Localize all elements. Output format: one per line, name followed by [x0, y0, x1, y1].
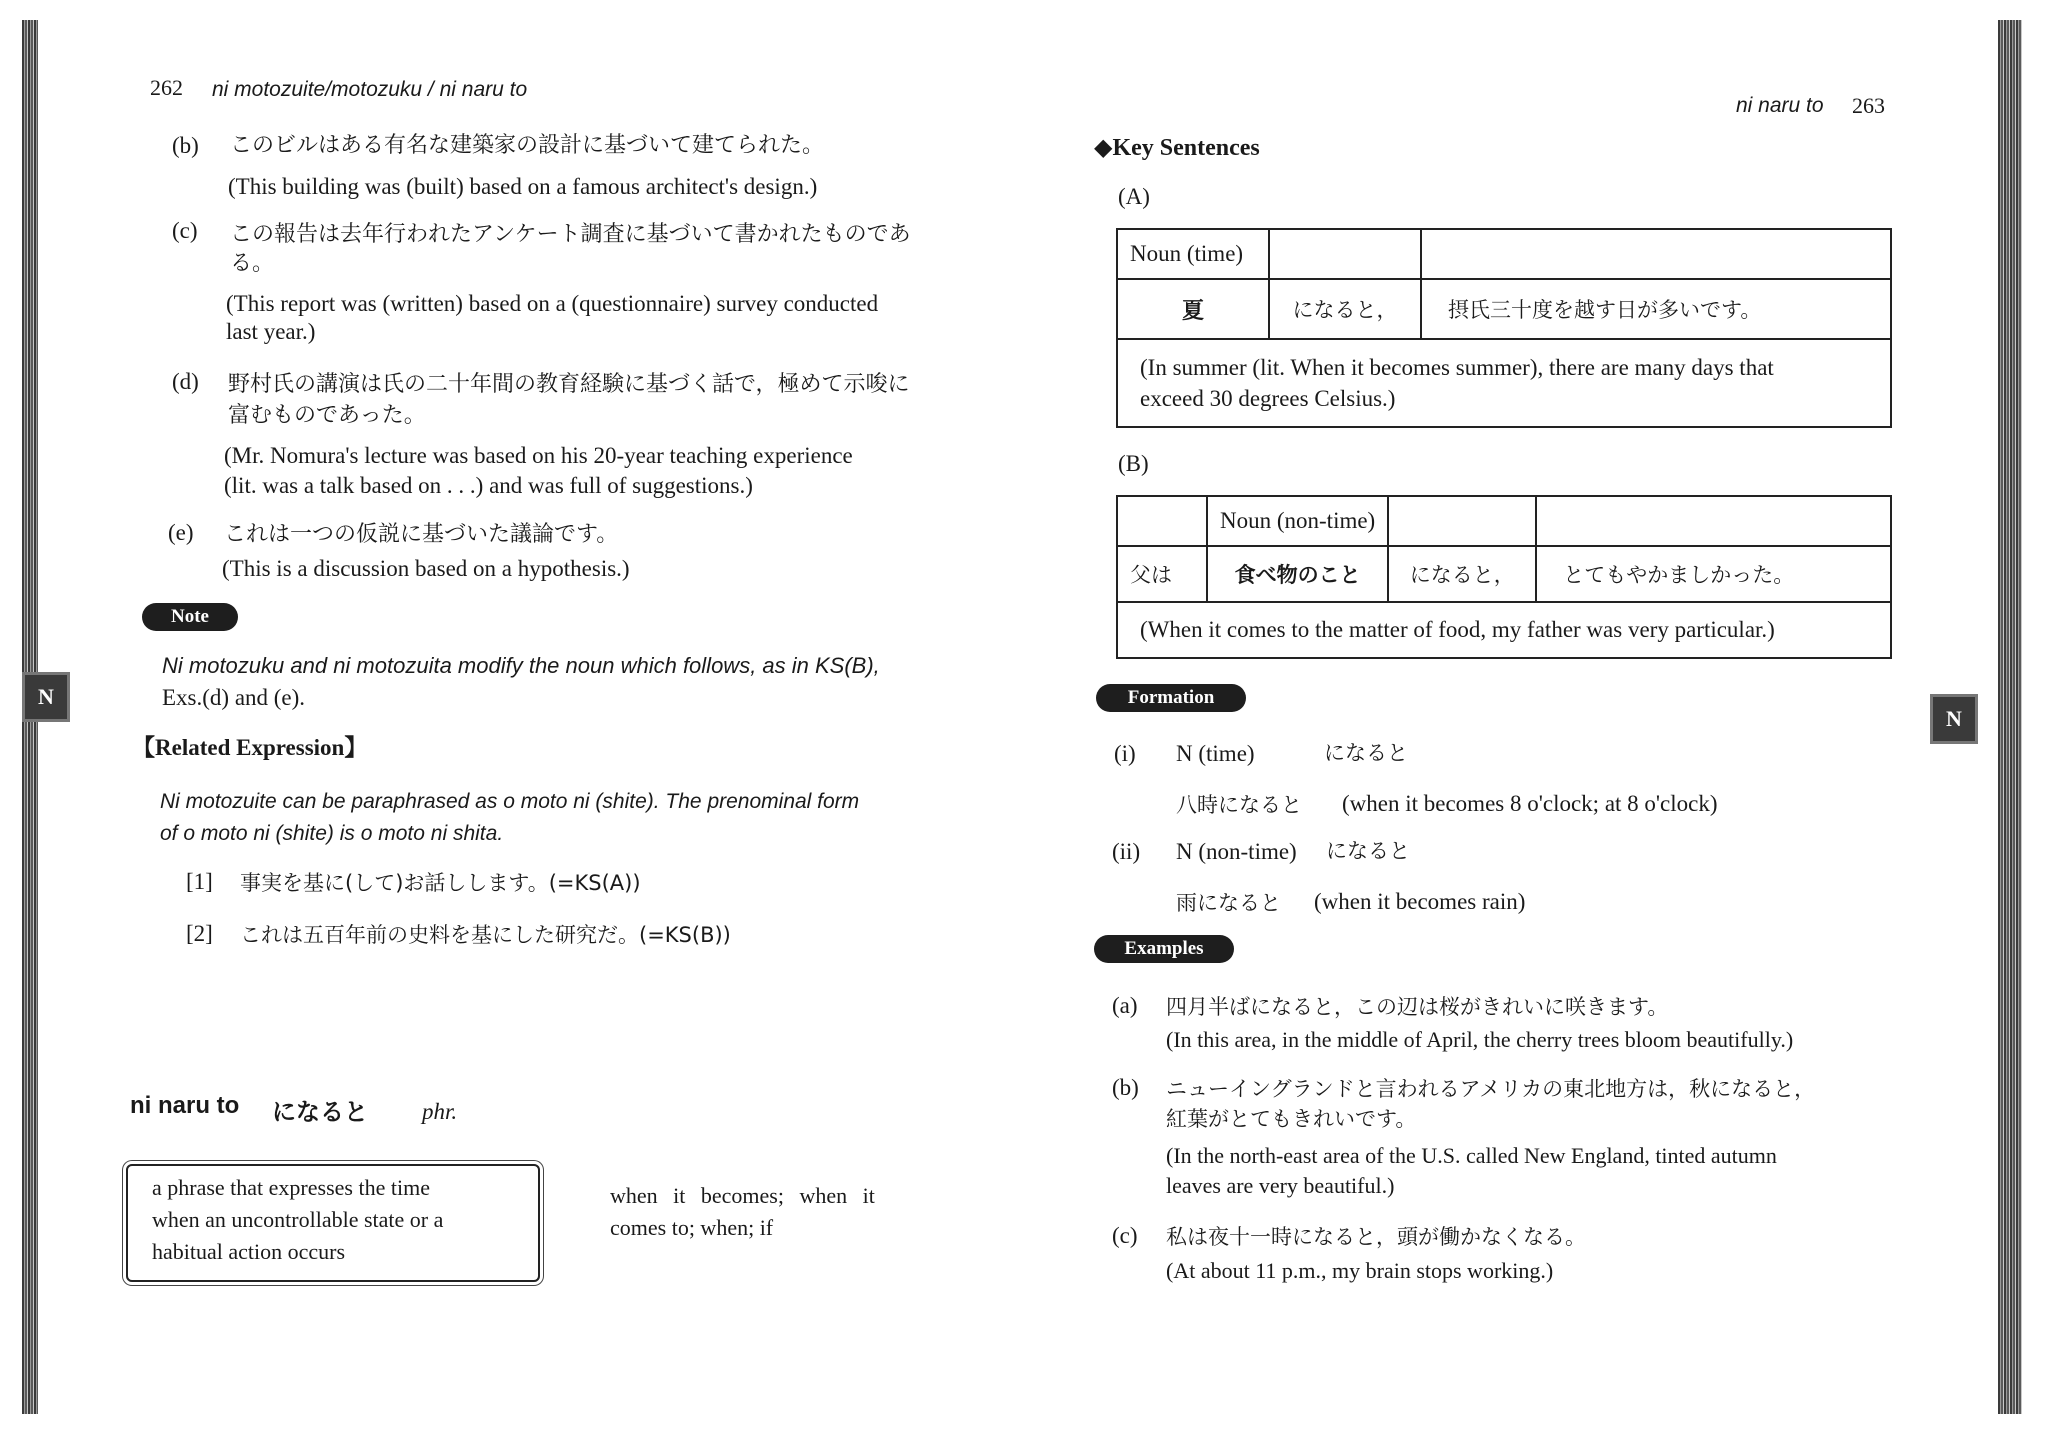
ks-b-subject: 父は: [1117, 546, 1207, 602]
entry-definition-line-3: habitual action occurs: [152, 1239, 346, 1264]
example-c2-japanese: 私は夜十一時になると，頭が働かなくなる。: [1166, 1225, 1586, 1249]
key-sentences-title: ◆Key Sentences: [1094, 135, 1260, 161]
key-sentence-a-label: (A): [1118, 184, 1150, 209]
formation-i-label: (i): [1114, 741, 1136, 766]
ks-b-header-empty-3: [1536, 496, 1891, 546]
formation-ii-kana: になると: [1326, 839, 1410, 863]
entry-headword: ni naru to: [130, 1092, 240, 1119]
right-page-number: 263: [1852, 93, 1885, 118]
right-binding-edge: [1998, 20, 2022, 1414]
ks-b-translation: (When it comes to the matter of food, my father was very particular.): [1117, 602, 1891, 658]
entry-part-of-speech: phr.: [422, 1099, 458, 1124]
entry-definition-line-1: a phrase that expresses the time: [152, 1175, 430, 1200]
formation-ii-pattern: N (non-time): [1176, 839, 1297, 864]
example-b2-english-1: (In the north-east area of the U.S. called New England, tinted autumn: [1166, 1143, 1777, 1168]
ks-b-ni-naru-to: になると，: [1388, 546, 1536, 602]
example-b-label: (b): [172, 133, 199, 158]
example-b-english: (This building was (built) based on a famous architect's design.): [228, 174, 818, 199]
ks-b-noun: 食べ物のこと: [1207, 546, 1388, 602]
entry-definition-line-2: when an uncontrollable state or a: [152, 1207, 444, 1232]
example-c-english-1: (This report was (written) based on a (questionnaire) survey conducted: [226, 291, 879, 316]
example-c-japanese: この報告は去年行われたアンケート調査に基づいて書かれたものであ: [230, 222, 911, 247]
ks-b-predicate: とてもやかましかった。: [1536, 546, 1891, 602]
example-c2-label: (c): [1112, 1223, 1138, 1248]
related-expression-heading: 【Related Expression】: [132, 735, 368, 760]
note-line-2: Exs.(d) and (e).: [162, 685, 306, 710]
related-item-2-label: [2]: [186, 921, 213, 946]
example-d-english-1: (Mr. Nomura's lecture was based on his 20-year teaching experience: [224, 443, 853, 468]
key-sentence-a-table: [1116, 228, 1892, 428]
example-e-japanese: これは一つの仮説に基づいた議論です。: [224, 522, 619, 547]
ks-a-translation-cell: [1117, 339, 1891, 427]
related-item-2-text: これは五百年前の史料を基にした研究だ。(=KS(B)): [240, 923, 731, 947]
example-a-label: (a): [1112, 993, 1138, 1018]
ks-a-header-empty-1: [1269, 229, 1421, 279]
example-e-label: (e): [168, 520, 194, 545]
example-d-label: (d): [172, 369, 199, 394]
formation-badge: Formation: [1096, 684, 1246, 712]
ks-a-predicate: 摂氏三十度を越す日が多いです。: [1421, 279, 1891, 339]
example-d-japanese-cont: 富むものであった。: [228, 403, 426, 428]
key-sentence-b-table: [1116, 495, 1892, 659]
example-c-label: (c): [172, 218, 198, 243]
formation-ii-example-jp: 雨になると: [1176, 891, 1281, 915]
ks-b-header-empty-2: [1388, 496, 1536, 546]
example-b2-japanese-2: 紅葉がとてもきれいです。: [1166, 1107, 1417, 1131]
formation-i-example-jp: 八時になると: [1176, 793, 1302, 817]
entry-meaning-line-1: when it becomes; when it: [610, 1183, 875, 1208]
ks-b-header-empty-1: [1117, 496, 1207, 546]
related-item-1-label: [1]: [186, 869, 213, 894]
example-a-japanese: 四月半ばになると，この辺は桜がきれいに咲きます。: [1166, 995, 1669, 1019]
related-line-2: of o moto ni (shite) is o moto ni shita.: [160, 822, 504, 845]
formation-ii-label: (ii): [1112, 839, 1141, 864]
note-badge: Note: [142, 603, 238, 631]
examples-badge: Examples: [1094, 935, 1234, 963]
example-a-english: (In this area, in the middle of April, the cherry trees bloom beautifully.): [1166, 1027, 1794, 1052]
ks-a-ni-naru-to: になると，: [1269, 279, 1421, 339]
related-line-1: Ni motozuite can be paraphrased as o moto ni (shite). The prenominal form: [160, 790, 860, 813]
ks-a-noun: 夏: [1117, 279, 1269, 339]
example-b2-japanese-1: ニューイングランドと言われるアメリカの東北地方は，秋になると，: [1166, 1077, 1816, 1101]
entry-kana: になると: [272, 1098, 368, 1126]
left-page-number: 262: [150, 75, 183, 100]
example-d-japanese: 野村氏の講演は氏の二十年間の教育経験に基づく話で，極めて示唆に: [228, 372, 910, 397]
ks-a-header-empty-2: [1421, 229, 1891, 279]
example-e-english: (This is a discussion based on a hypothesis.): [222, 556, 630, 581]
ks-a-translation-line-2: exceed 30 degrees Celsius.): [1140, 386, 1396, 411]
example-b2-english-2: leaves are very beautiful.): [1166, 1173, 1395, 1198]
formation-i-example-en: (when it becomes 8 o'clock; at 8 o'clock): [1342, 791, 1718, 816]
left-running-title: ni motozuite/motozuku / ni naru to: [212, 78, 528, 101]
ks-a-translation-line-1: (In summer (lit. When it becomes summer), there are many days that: [1140, 355, 1774, 380]
right-side-tab: N: [1930, 694, 1978, 744]
note-line-1: Ni motozuku and ni motozuita modify the noun which follows, as in KS(B),: [162, 653, 880, 678]
example-c-japanese-cont: る。: [230, 251, 275, 276]
example-c-english-2: last year.): [226, 319, 316, 344]
related-item-1-text: 事実を基に(して)お話しします。(=KS(A)): [240, 871, 641, 895]
example-c2-english: (At about 11 p.m., my brain stops working.): [1166, 1258, 1554, 1283]
key-sentence-b-label: (B): [1118, 451, 1149, 476]
formation-i-kana: になると: [1324, 741, 1408, 765]
formation-ii-example-en: (when it becomes rain): [1314, 889, 1526, 914]
example-b-japanese: このビルはある有名な建築家の設計に基づいて建てられた。: [230, 133, 825, 158]
ks-b-header-noun-non-time: Noun (non-time): [1207, 496, 1388, 546]
left-side-tab: N: [22, 672, 70, 722]
right-running-title: ni naru to: [1736, 94, 1824, 117]
example-b2-label: (b): [1112, 1075, 1139, 1100]
example-d-english-2: (lit. was a talk based on . . .) and was full of suggestions.): [224, 473, 753, 498]
formation-i-pattern: N (time): [1176, 741, 1255, 766]
entry-meaning-line-2: comes to; when; if: [610, 1215, 774, 1240]
ks-a-header-noun-time: Noun (time): [1117, 229, 1269, 279]
